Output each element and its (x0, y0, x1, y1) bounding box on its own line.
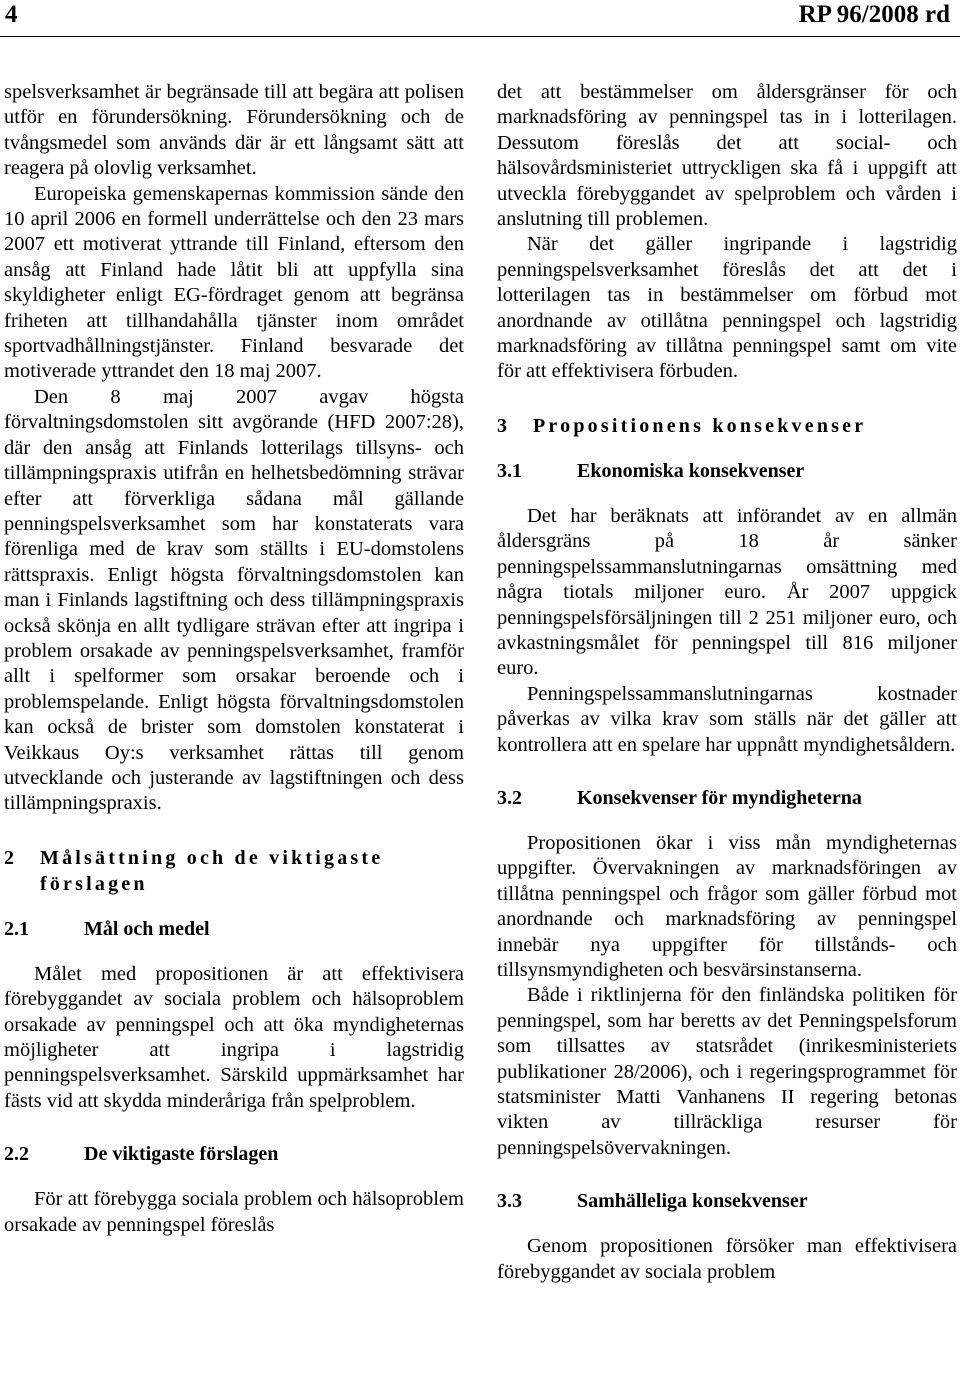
paragraph: Genom propositionen försöker man effektivisera förebyggandet av sociala problem (497, 1235, 957, 1283)
paragraph: Penningspelssammanslutningarnas kostnader påverkas av vilka krav som ställs när det gäller att kontrollera att en spelare har uppnått myndighetsåldern. (497, 682, 957, 756)
paragraph: spelsverksamhet är begränsade till att begära att polisen utför en förundersökning. Förundersökning och de tvångsmedel som används där är ett långsamt sätt att reagera på olovlig verksamhet. (4, 81, 464, 180)
subsection-number: 3.3 (497, 1190, 522, 1213)
subsection-title: Mål och medel (84, 917, 210, 940)
subsection-number: 3.1 (497, 459, 522, 482)
paragraph: Det har beräknats att införandet av en allmän åldersgräns på 18 år sänker penningspelssammanslutningarnas omsättning med några tiotals miljoner euro. År 2007 uppgick penningspelsförsäljningen till 2 251 miljoner euro, och avkastningsmålet för penningspel till 816 miljoner euro. (497, 504, 957, 680)
subsection-title: De viktigaste förslagen (84, 1143, 279, 1166)
subsection-title: Ekonomiska konsekvenser (577, 459, 805, 482)
section-title: Propositionens konsekvenser (533, 414, 867, 437)
section-heading-2 (4, 845, 464, 897)
subsection-title: Konsekvenser för myndigheterna (577, 786, 862, 809)
section-title-line1: Målsättning och de viktigaste (40, 846, 384, 869)
page-number: 4 (5, 1, 18, 28)
header-rule (0, 36, 960, 37)
section-title-line2: förslagen (40, 872, 148, 895)
section-number: 2 (4, 846, 14, 869)
subsection-number: 2.2 (4, 1143, 29, 1166)
paragraph: det att bestämmelser om åldersgränser för och marknadsföring av penningspel tas in i lotterilagen. Dessutom föreslås det att social- och hälsovårdsministeriet uttryckligen ska få i uppgift att utveckla förebyggandet av spelproblem och vården i anslutning till problemen. (497, 81, 957, 231)
right-column (497, 80, 957, 1285)
subsection-number: 3.2 (497, 786, 522, 809)
section-number: 3 (497, 414, 507, 437)
paragraph: Både i riktlinjerna för den finländska politiken för penningspel, som har beretts av det Penningspelsforum som tillsattes av statsrådet (inrikesministeriets publikationer 28/2006), och i regeringsprogrammet för statsminister Matti Vanhanens II regering betonas vikten av tillräckliga resurser för penningspelsövervakningen. (497, 984, 957, 1159)
subsection-heading-2-1 (4, 917, 464, 942)
subsection-heading-3-2 (497, 786, 957, 811)
page-header (0, 0, 960, 44)
section-heading-3 (497, 413, 957, 439)
subsection-number: 2.1 (4, 917, 29, 940)
paragraph: Den 8 maj 2007 avgav högsta förvaltningsdomstolen sitt avgörande (HFD 2007:28), där den ansåg att Finlands lotterilags tillsyns- och tillämpningspraxis utifrån en helhetsbedömning strävar efter att förverkliga sådana mål gällande penningspelsverksamhet som har konstaterats vara förenliga med de krav som ställts i EU-domstolens rättspraxis. Enligt högsta förvaltningsdomstolen kan man i Finlands lagstiftning och dess tillämpningspraxis också skönja en allt tydligare strävan efter att ingripa i problem orsakade av penningspelsverksamhet, framför allt i spelformer som orsakar beroende och i problemspelande. Enligt högsta förvaltningsdomstolen kan också de brister som domstolen konstaterat i Veikkaus Oy:s verksamhet rättas till genom utvecklande och justerande av lagstiftningen och dess tillämpningspraxis. (4, 385, 464, 815)
paragraph: Propositionen ökar i viss mån myndigheternas uppgifter. Övervakningen av marknadsföringen av tillåtna penningspel och frågor som gäller förbud mot anordnande och marknadsföring av penningspel innebär nya uppgifter för tillstånds- och tillsynsmyndigheten och besvärsinstanserna. (497, 831, 957, 981)
paragraph: När det gäller ingripande i lagstridig penningspelsverksamhet föreslås det att det i lotterilagen tas in bestämmelser om förbud mot anordnande av otillåtna penningspel och lagstridig marknadsföring av tillåtna penningspel samt om vite för att effektivisera förbuden. (497, 233, 957, 383)
paragraph: För att förebygga sociala problem och hälsoproblem orsakade av penningspel föreslås (4, 1188, 464, 1236)
document-id: RP 96/2008 rd (798, 1, 950, 28)
left-column (4, 80, 464, 1238)
subsection-title: Samhälleliga konsekvenser (577, 1190, 808, 1213)
subsection-heading-3-1 (497, 459, 957, 484)
subsection-heading-3-3 (497, 1189, 957, 1214)
paragraph: Europeiska gemenskapernas kommission sände den 10 april 2006 en formell underrättelse och den 23 mars 2007 ett motiverat yttrande till Finland, eftersom den ansåg att Finland hade låtit bli att uppfylla sina skyldigheter enligt EG-fördraget genom att begränsa friheten att tillhandahålla tjänster inom området sportvadhållningstjänster. Finland besvarade det motiverade yttrandet den 18 maj 2007. (4, 182, 464, 383)
subsection-heading-2-2 (4, 1142, 464, 1167)
paragraph: Målet med propositionen är att effektivisera förebyggandet av sociala problem och hälsoproblem orsakade av penningspel och att öka myndigheternas möjligheter att ingripa i lagstridig penningspelsverksamhet. Särskild uppmärksamhet har fästs vid att skydda minderåriga från spelproblem. (4, 962, 464, 1112)
